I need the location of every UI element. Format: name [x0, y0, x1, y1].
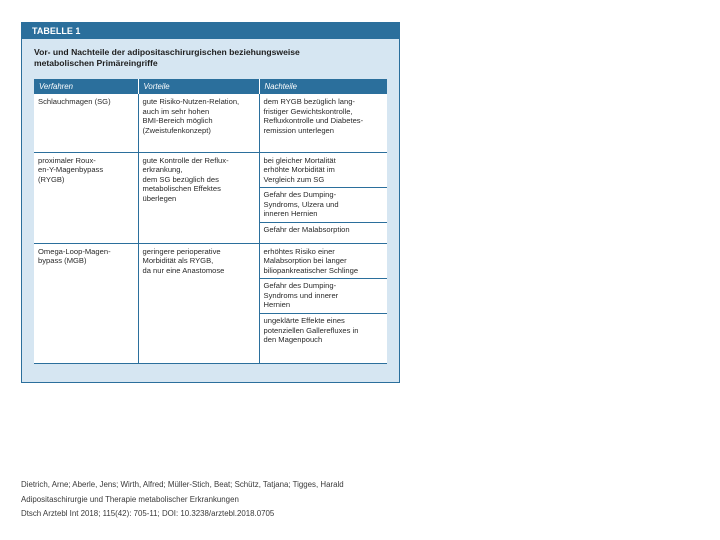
cell-line: proximaler Roux-: [38, 155, 96, 165]
citation: [21, 478, 344, 522]
table-row: [34, 152, 387, 243]
table-row: [34, 243, 387, 363]
disadvantage-item: [260, 187, 388, 222]
cell-disadvantages: [259, 94, 387, 152]
cell-line: Syndroms, Ulzera und: [263, 199, 339, 209]
disadvantage-item: [264, 97, 384, 135]
cell-line: erhöhtes Risiko einer: [263, 246, 335, 256]
cell-procedure: [34, 94, 138, 152]
cell-advantages: [138, 152, 259, 243]
cell-line: metabolischen Effektes: [142, 184, 221, 194]
cell-line: Gefahr des Dumping-: [263, 281, 337, 291]
cell-line: dem RYGB bezüglich lang-: [263, 97, 355, 106]
cell-line: geringere perioperative: [142, 246, 221, 256]
cell-line: fristiger Gewichtskontrolle,: [263, 106, 353, 116]
cell-line: dem SG bezüglich des: [142, 174, 219, 184]
citation-title: Adipositaschirurgie und Therapie metabolischer Erkrankungen: [21, 494, 239, 504]
cell-line: inneren Hernien: [263, 209, 318, 219]
table-row: [34, 94, 387, 152]
column-header-procedure: Verfahren: [34, 79, 138, 94]
cell-disadvantages: [259, 152, 387, 243]
disadvantage-item: [260, 313, 388, 348]
cell-line: Syndroms und innerer: [263, 290, 339, 300]
cell-procedure: [34, 152, 138, 243]
cell-line: gute Kontrolle der Reflux-: [142, 155, 229, 165]
cell-line: BMI-Bereich möglich: [142, 116, 213, 126]
table-header-row: [34, 79, 387, 94]
cell-line: Malabsorption bei langer: [263, 256, 347, 266]
cell-line: überlegen: [142, 193, 177, 203]
cell-disadvantages: [259, 243, 387, 363]
citation-source: Dtsch Arztebl Int 2018; 115(42): 705-11; DOI: 10.3238/arztebl.2018.0705: [21, 509, 275, 518]
cell-line: remission unterlegen: [263, 125, 334, 135]
column-header-advantages: Vorteile: [138, 79, 259, 94]
disadvantage-item: [260, 222, 388, 238]
figure-title: [34, 47, 389, 69]
cell-procedure: [34, 243, 138, 363]
cell-line: Gefahr der Malabsorption: [263, 225, 350, 235]
citation-authors: Dietrich, Arne; Aberle, Jens; Wirth, Alfred; Müller-Stich, Beat; Schütz, Tatjana; Tigges, Harald: [21, 480, 344, 489]
cell-line: da nur eine Anastomose: [142, 265, 225, 275]
cell-line: Hernien: [263, 300, 291, 310]
comparison-table: [34, 79, 387, 364]
cell-line: Schlauchmagen (SG): [38, 97, 111, 106]
cell-line: erhöhte Morbidität im: [263, 165, 335, 175]
disadvantage-item: [264, 156, 384, 188]
cell-advantages: [138, 94, 259, 152]
cell-line: den Magenpouch: [263, 335, 323, 345]
cell-line: Gefahr des Dumping-: [263, 190, 337, 200]
table-figure: [21, 22, 400, 383]
cell-line: en-Y-Magenbypass: [38, 165, 104, 175]
cell-line: (Zweistufenkonzept): [142, 125, 211, 135]
disadvantage-item: [264, 247, 384, 279]
cell-line: Omega-Loop-Magen-: [38, 246, 111, 256]
disadvantage-item: [260, 278, 388, 313]
figure-body: [22, 39, 399, 382]
figure-title-line: metabolischen Primäreingriffe: [34, 58, 158, 68]
cell-line: bei gleicher Mortalität: [263, 155, 336, 165]
cell-line: potenziellen Gallerefluxes in: [263, 325, 359, 335]
cell-line: biliopankreatischer Schlinge: [263, 265, 359, 275]
cell-advantages: [138, 243, 259, 363]
cell-line: auch im sehr hohen: [142, 106, 210, 116]
cell-line: erkrankung,: [142, 165, 183, 175]
cell-line: Vergleich zum SG: [263, 174, 325, 184]
cell-line: gute Risiko-Nutzen-Relation,: [142, 97, 240, 106]
cell-line: Refluxkontrolle und Diabetes-: [263, 116, 364, 126]
cell-line: ungeklärte Effekte eines: [263, 316, 345, 326]
figure-title-line: Vor- und Nachteile der adipositaschirurgischen beziehungsweise: [34, 47, 300, 57]
cell-line: Morbidität als RYGB,: [142, 256, 214, 266]
column-header-disadvantages: Nachteile: [259, 79, 387, 94]
figure-label: TABELLE 1: [22, 23, 399, 39]
cell-line: bypass (MGB): [38, 256, 87, 266]
cell-line: (RYGB): [38, 174, 65, 184]
